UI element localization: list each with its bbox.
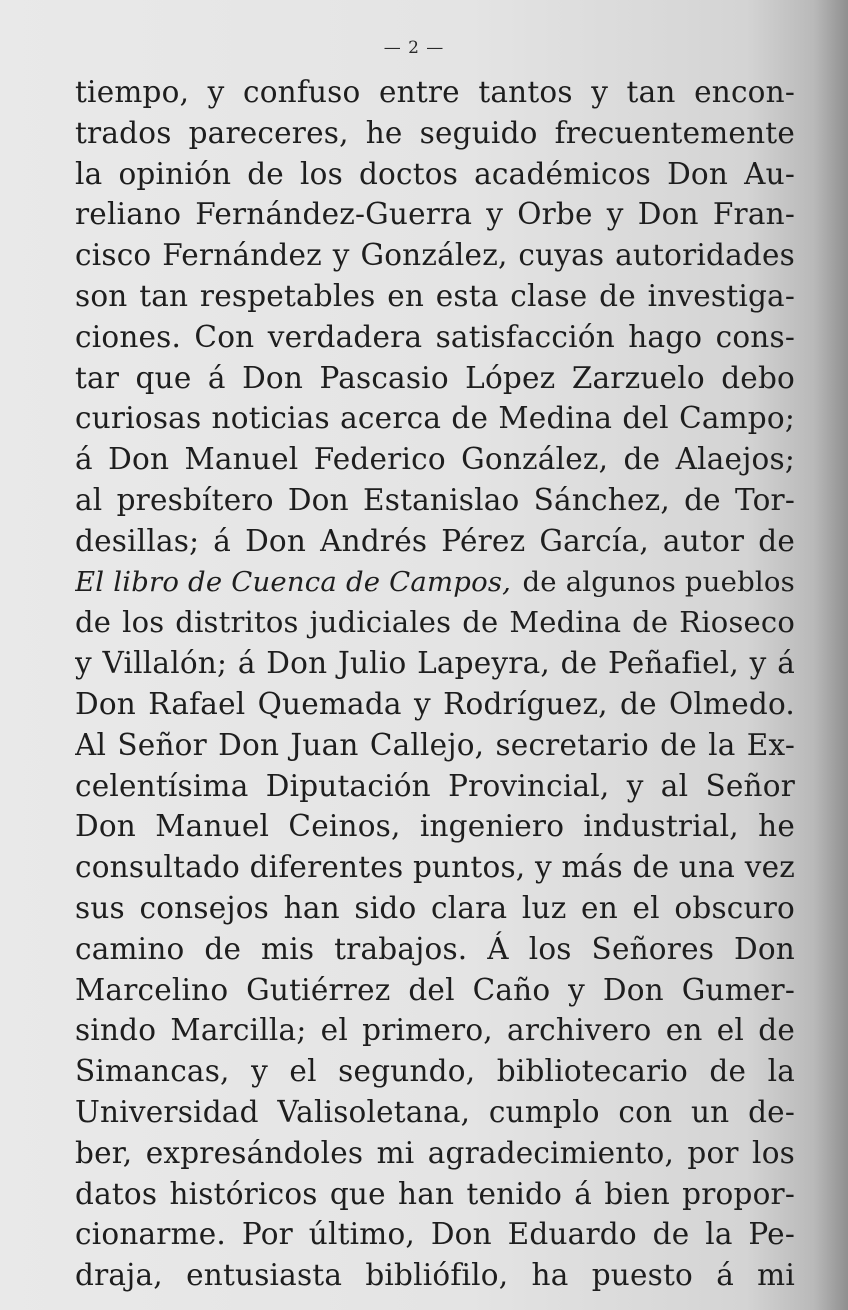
text-line: tiempo, y confuso entre tantos y tan encon- <box>75 75 795 109</box>
text-line: Simancas, y el segundo, bibliotecario de la <box>75 1054 795 1089</box>
text-line: camino de mis trabajos. Á los Señores Don <box>75 931 795 966</box>
text-line: Al Señor Don Juan Callejo, secretario de la Ex- <box>75 727 795 762</box>
text-line: cionarme. Por último, Don Eduardo de la Pe- <box>75 1217 795 1252</box>
text-line: Don Rafael Quemada y Rodríguez, de Olmedo. <box>75 686 795 721</box>
text-line: sus consejos han sido clara luz en el obscuro <box>75 890 795 925</box>
text-line: al presbítero Don Estanislao Sánchez, de Tor- <box>75 482 795 517</box>
text-line: curiosas noticias acerca de Medina del Campo; <box>75 401 795 436</box>
text-line: trados pareceres, he seguido frecuentemente <box>75 115 795 150</box>
text-line: Don Manuel Ceinos, ingeniero industrial, he <box>75 809 795 844</box>
text-line-rest: de algunos pueblos <box>522 565 795 598</box>
text-line-with-book-title <box>75 562 795 603</box>
text-line: consultado diferentes puntos, y más de una vez <box>75 850 795 885</box>
text-line: desillas; á Don Andrés Pérez García, autor de <box>75 523 795 558</box>
text-line: draja, entusiasta bibliófilo, ha puesto á mi <box>75 1258 795 1293</box>
text-line: á Don Manuel Federico González, de Alaejos; <box>75 442 795 477</box>
page-number: — 2 — <box>383 38 445 58</box>
text-line: celentísima Diputación Provincial, y al Señor <box>75 768 795 803</box>
text-line: la opinión de los doctos académicos Don Au- <box>75 156 795 191</box>
text-line: Universidad Valisoletana, cumplo con un de- <box>75 1094 795 1129</box>
text-line: reliano Fernández-Guerra y Orbe y Don Fran- <box>75 197 795 232</box>
book-title: El libro de Cuenca de Campos, <box>75 565 512 598</box>
text-line: Marcelino Gutiérrez del Caño y Don Gumer- <box>75 972 795 1007</box>
text-line: de los distritos judiciales de Medina de Rioseco <box>75 605 795 640</box>
text-line: sindo Marcilla; el primero, archivero en el de <box>75 1013 795 1048</box>
text-line: datos históricos que han tenido á bien propor- <box>75 1176 795 1211</box>
text-line: ber, expresándoles mi agradecimiento, por los <box>75 1135 795 1170</box>
text-line: son tan respetables en esta clase de investiga- <box>75 278 795 313</box>
body-text <box>75 72 795 1296</box>
text-line: cisco Fernández y González, cuyas autoridades <box>75 238 795 273</box>
text-line: y Villalón; á Don Julio Lapeyra, de Peñafiel, y á <box>75 646 795 681</box>
text-line: tar que á Don Pascasio López Zarzuelo debo <box>75 360 795 395</box>
text-line: ciones. Con verdadera satisfacción hago cons- <box>75 319 795 354</box>
